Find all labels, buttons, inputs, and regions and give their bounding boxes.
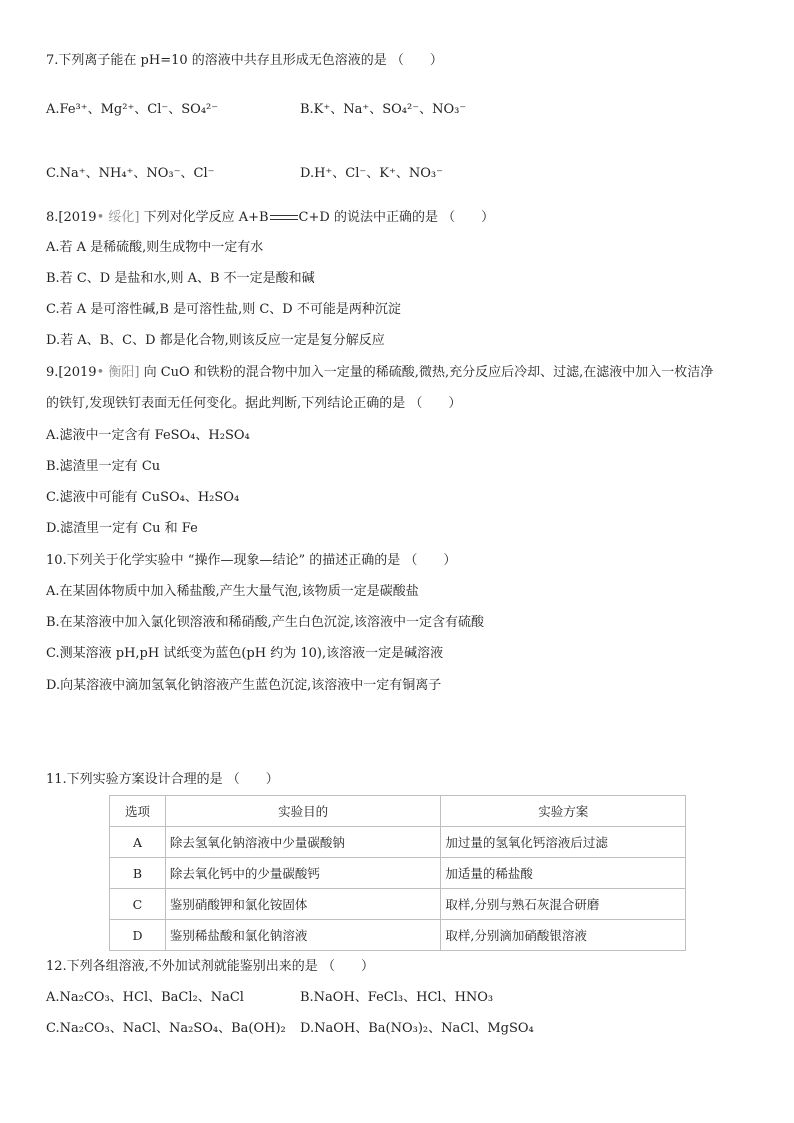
table-row <box>110 827 686 858</box>
q9-stem-line2: 的铁钉,发现铁钉表面无任何变化。据此判断,下列结论正确的是 （ ） <box>46 396 462 411</box>
q10-option-d: D.向某溶液中滴加氢氧化钠溶液产生蓝色沉淀,该溶液中一定有铜离子 <box>46 678 442 693</box>
q9-option-c: C.滤液中可能有 CuSO₄、H₂SO₄ <box>46 490 240 505</box>
q8-stem-part1: 下列对化学反应 A+B <box>139 210 269 225</box>
q10-option-a: A.在某固体物质中加入稀盐酸,产生大量气泡,该物质一定是碳酸盐 <box>46 584 419 599</box>
row-plan: 加适量的稀盐酸 <box>441 858 686 889</box>
q8-stem <box>46 209 494 227</box>
q9-number: 9.[2019 <box>46 365 97 380</box>
row-option: D <box>110 920 166 951</box>
table-row <box>110 920 686 951</box>
q8-option-d: D.若 A、B、C、D 都是化合物,则该反应一定是复分解反应 <box>46 333 385 348</box>
row-option: A <box>110 827 166 858</box>
q10-stem: 10.下列关于化学实验中 “操作—现象—结论” 的描述正确的是 （ ） <box>46 553 457 568</box>
table-row <box>110 858 686 889</box>
q11-options-table <box>109 795 686 951</box>
q7-option-b: B.K⁺、Na⁺、SO₄²⁻、NO₃⁻ <box>300 102 467 117</box>
row-option: B <box>110 858 166 889</box>
q9-option-a: A.滤液中一定含有 FeSO₄、H₂SO₄ <box>46 428 250 443</box>
row-plan: 取样,分别与熟石灰混合研磨 <box>441 889 686 920</box>
q9-source: • 衡阳] <box>96 365 140 380</box>
header-purpose: 实验目的 <box>165 796 440 827</box>
q8-option-c: C.若 A 是可溶性碱,B 是可溶性盐,则 C、D 不可能是两种沉淀 <box>46 302 401 317</box>
q8-stem-part2: C+D 的说法中正确的是 （ ） <box>298 210 495 225</box>
row-option: C <box>110 889 166 920</box>
q12-option-a: A.Na₂CO₃、HCl、BaCl₂、NaCl <box>46 990 244 1005</box>
q9-stem-line1 <box>46 364 713 382</box>
header-plan: 实验方案 <box>441 796 686 827</box>
row-purpose: 除去氢氧化钠溶液中少量碳酸钠 <box>165 827 440 858</box>
q8-number: 8.[2019 <box>46 210 97 225</box>
q12-option-b: B.NaOH、FeCl₃、HCl、HNO₃ <box>300 990 494 1005</box>
q7-option-d: D.H⁺、Cl⁻、K⁺、NO₃⁻ <box>300 166 443 181</box>
q12-option-d: D.NaOH、Ba(NO₃)₂、NaCl、MgSO₄ <box>300 1021 534 1036</box>
q10-option-c: C.测某溶液 pH,pH 试纸变为蓝色(pH 约为 10),该溶液一定是碱溶液 <box>46 646 444 661</box>
row-plan: 加过量的氢氧化钙溶液后过滤 <box>441 827 686 858</box>
row-purpose: 鉴别稀盐酸和氯化钠溶液 <box>165 920 440 951</box>
q9-stem-text1: 向 CuO 和铁粉的混合物中加入一定量的稀硫酸,微热,充分反应后冷却、过滤,在滤液中加入一枚洁净 <box>139 365 714 380</box>
row-purpose: 鉴别硝酸钾和氯化铵固体 <box>165 889 440 920</box>
q9-option-b: B.滤渣里一定有 Cu <box>46 459 161 474</box>
table-header-row <box>110 796 686 827</box>
q10-option-b: B.在某溶液中加入氯化钡溶液和稀硝酸,产生白色沉淀,该溶液中一定含有硫酸 <box>46 615 484 630</box>
q8-source: • 绥化] <box>96 210 140 225</box>
q8-option-a: A.若 A 是稀硫酸,则生成物中一定有水 <box>46 240 264 255</box>
reaction-equals-sign <box>270 215 298 220</box>
row-purpose: 除去氧化钙中的少量碳酸钙 <box>165 858 440 889</box>
q7-option-a: A.Fe³⁺、Mg²⁺、Cl⁻、SO₄²⁻ <box>46 102 219 117</box>
q11-stem: 11.下列实验方案设计合理的是 （ ） <box>46 772 279 787</box>
q12-stem: 12.下列各组溶液,不外加试剂就能鉴别出来的是 （ ） <box>46 959 374 974</box>
q12-option-c: C.Na₂CO₃、NaCl、Na₂SO₄、Ba(OH)₂ <box>46 1021 286 1036</box>
row-plan: 取样,分别滴加硝酸银溶液 <box>441 920 686 951</box>
q7-option-c: C.Na⁺、NH₄⁺、NO₃⁻、Cl⁻ <box>46 166 215 181</box>
q9-option-d: D.滤渣里一定有 Cu 和 Fe <box>46 521 198 536</box>
table-row <box>110 889 686 920</box>
q7-stem: 7.下列离子能在 pH=10 的溶液中共存且形成无色溶液的是 （ ） <box>46 53 443 68</box>
q8-option-b: B.若 C、D 是盐和水,则 A、B 不一定是酸和碱 <box>46 271 315 286</box>
header-option: 选项 <box>110 796 166 827</box>
